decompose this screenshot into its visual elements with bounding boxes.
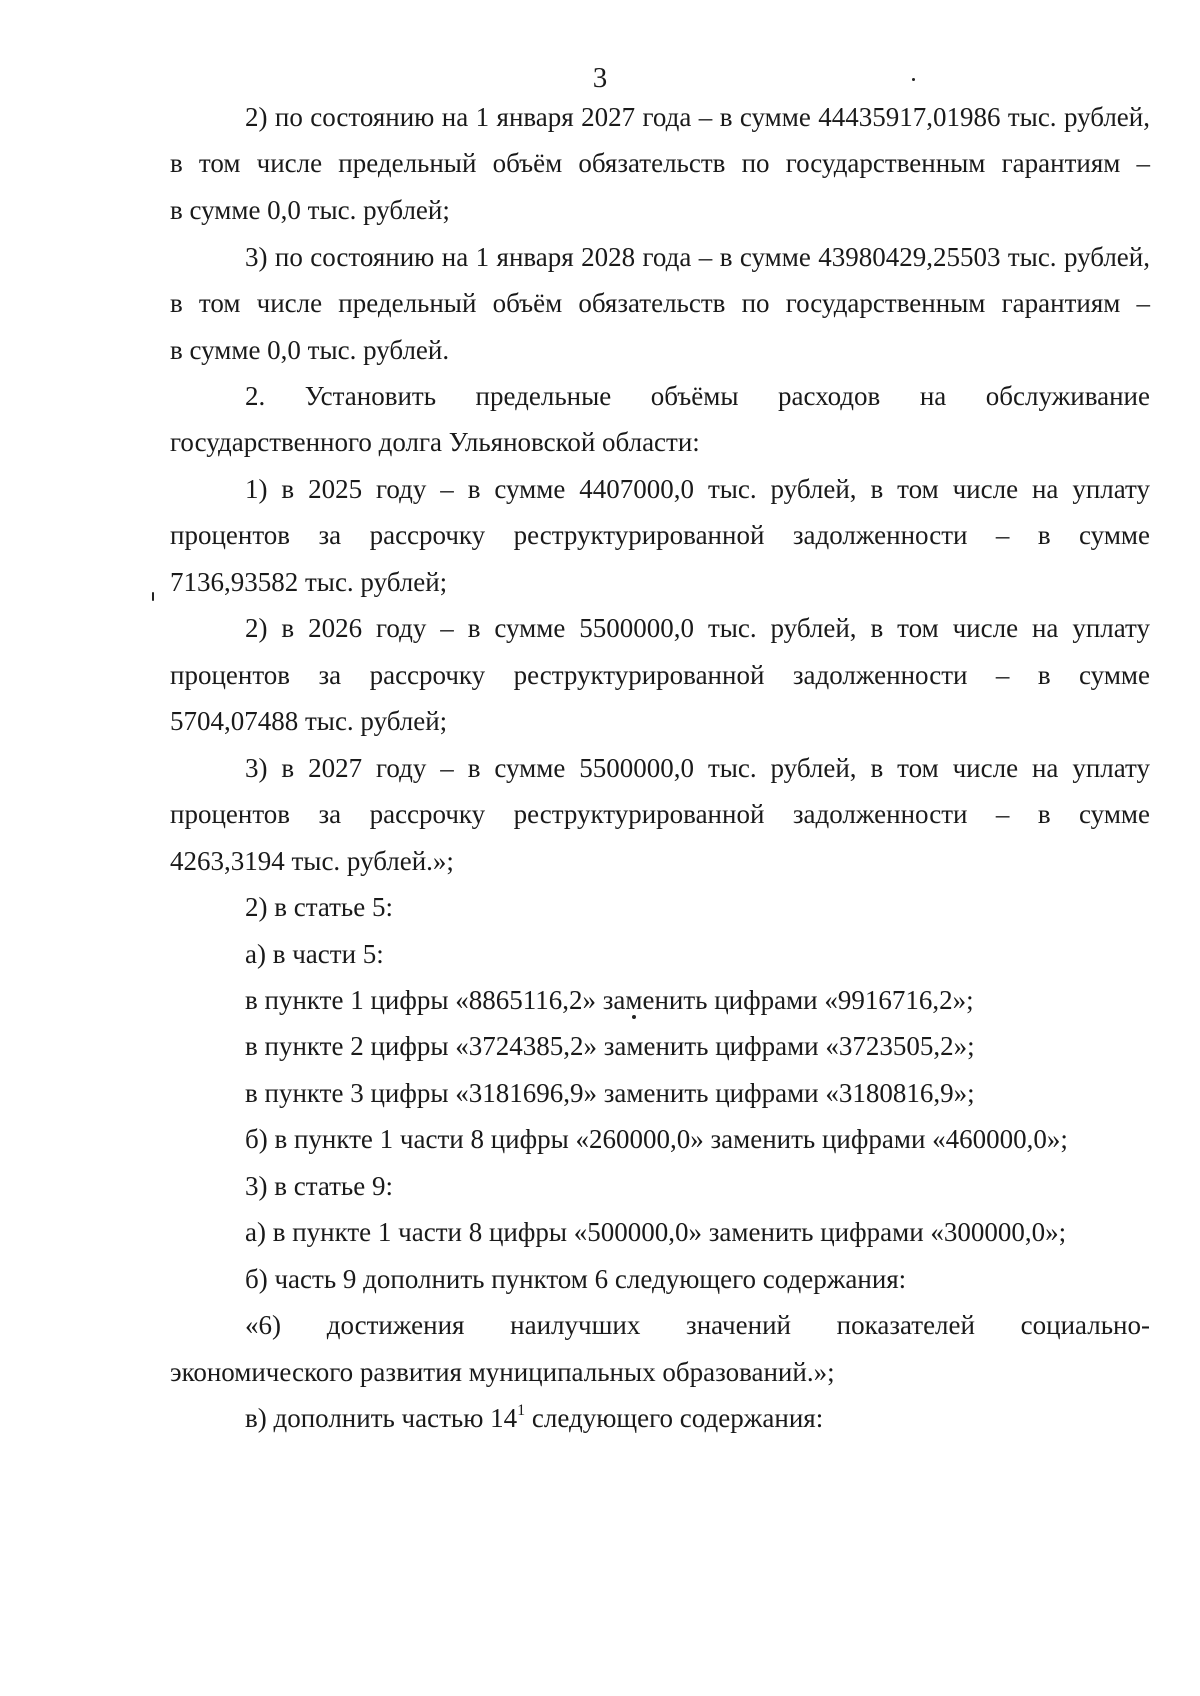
text-line: в сумме 0,0 тыс. рублей. xyxy=(170,335,450,365)
text-line: в том числе предельный объём обязательств по государственным гарантиям – xyxy=(170,288,1150,318)
text-line: б) часть 9 дополнить пунктом 6 следующего содержания: xyxy=(245,1264,907,1294)
text-line: экономического развития муниципальных образований.»; xyxy=(170,1357,835,1387)
text-line: а) в пункте 1 части 8 цифры «500000,0» заменить цифрами «300000,0»; xyxy=(245,1217,1067,1247)
text-line: 2) по состоянию на 1 января 2027 года – в сумме 44435917,01986 тыс. рублей, xyxy=(245,102,1150,132)
text-line: 5704,07488 тыс. рублей; xyxy=(170,706,448,736)
text-line: в том числе предельный объём обязательств по государственным гарантиям – xyxy=(170,148,1150,178)
scan-speck xyxy=(912,78,915,81)
text-line: «6) достижения наилучших значений показателей социально- xyxy=(245,1310,1150,1340)
text-line: 2) в 2026 году – в сумме 5500000,0 тыс. рублей, в том числе на уплату xyxy=(245,613,1150,643)
text-line: процентов за рассрочку реструктурированной задолженности – в сумме xyxy=(170,660,1150,690)
text-line: а) в части 5: xyxy=(245,939,384,969)
text-line: в пункте 3 цифры «3181696,9» заменить цифрами «3180816,9»; xyxy=(245,1078,975,1108)
text-line-tail: следующего содержания: xyxy=(525,1403,824,1433)
scan-speck xyxy=(632,1015,636,1019)
text-line: 2) в статье 5: xyxy=(245,892,393,922)
text-line: государственного долга Ульяновской области: xyxy=(170,427,700,457)
text-line: 2. Установить предельные объёмы расходов на обслуживание xyxy=(245,381,1150,411)
text-line: 7136,93582 тыс. рублей; xyxy=(170,567,448,597)
text-line: 3) в 2027 году – в сумме 5500000,0 тыс. рублей, в том числе на уплату xyxy=(245,753,1150,783)
scan-speck xyxy=(152,592,154,601)
text-line: в пункте 2 цифры «3724385,2» заменить цифрами «3723505,2»; xyxy=(245,1031,975,1061)
text-line: в пункте 1 цифры «8865116,2» заменить цифрами «9916716,2»; xyxy=(245,985,974,1015)
text-line: процентов за рассрочку реструктурированной задолженности – в сумме xyxy=(170,799,1150,829)
text-line: 3) в статье 9: xyxy=(245,1171,393,1201)
superscript: 1 xyxy=(517,1402,526,1419)
text-line: в сумме 0,0 тыс. рублей; xyxy=(170,195,450,225)
text-line: процентов за рассрочку реструктурированной задолженности – в сумме xyxy=(170,520,1150,550)
text-line: 4263,3194 тыс. рублей.»; xyxy=(170,846,454,876)
text-line: 3) по состоянию на 1 января 2028 года – в сумме 43980429,25503 тыс. рублей, xyxy=(245,242,1150,272)
text-line: б) в пункте 1 части 8 цифры «260000,0» заменить цифрами «460000,0»; xyxy=(245,1124,1068,1154)
page-number: 3 xyxy=(592,62,608,94)
text-line xyxy=(245,1401,1150,1435)
text-line: 1) в 2025 году – в сумме 4407000,0 тыс. рублей, в том числе на уплату xyxy=(245,474,1150,504)
text-line-main: в) дополнить частью 14 xyxy=(245,1403,518,1433)
